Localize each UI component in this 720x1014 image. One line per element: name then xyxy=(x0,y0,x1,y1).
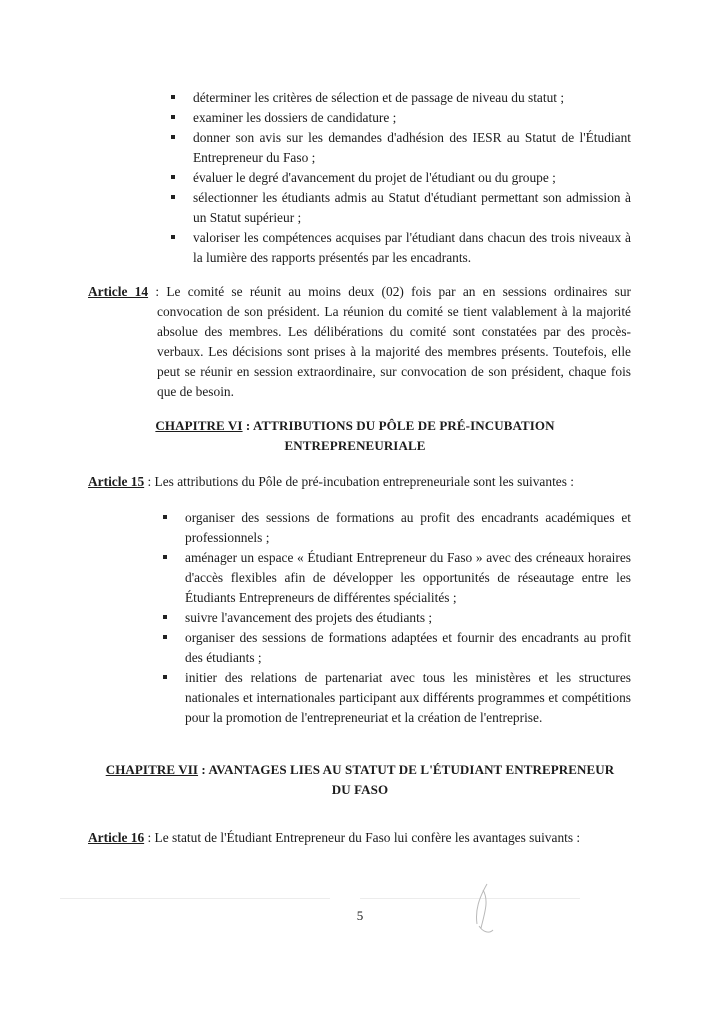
list-item: aménager un espace « Étudiant Entrepreneur du Faso » avec des créneaux horaires d'accès flexibles afin de développer les opportunités de réseautage entre les Étudiants Entrepreneurs de différentes spécialités ; xyxy=(185,548,631,608)
bullet-icon xyxy=(163,635,167,639)
chapter-6-heading xyxy=(120,416,590,456)
list-item: sélectionner les étudiants admis au Statut d'étudiant permettant son admission à un Statut supérieur ; xyxy=(193,188,631,228)
list-item: initier des relations de partenariat avec tous les ministères et les structures nationales et internationales participant aux différents programmes et compétitions pour la promotion de l'entrepreneuriat et la création de l'entreprise. xyxy=(185,668,631,728)
article-16-label: Article 16 xyxy=(88,830,145,845)
list-item: examiner les dossiers de candidature ; xyxy=(193,108,631,128)
bullet-icon xyxy=(171,95,175,99)
article-15 xyxy=(88,472,648,492)
list-item: organiser des sessions de formations adaptées et fournir des encadrants au profit des étudiants ; xyxy=(185,628,631,668)
page-number: 5 xyxy=(356,908,364,923)
list-item: valoriser les compétences acquises par l'étudiant dans chacun des trois niveaux à la lumière des rapports présentés par les encadrants. xyxy=(193,228,631,268)
pre-incubation-duties-list xyxy=(185,508,631,728)
chapter-7-title-line2: DU FASO xyxy=(331,782,389,797)
article-14-label: Article 14 xyxy=(88,284,149,299)
article-16 xyxy=(88,828,648,848)
bullet-icon xyxy=(171,115,175,119)
bullet-icon xyxy=(163,675,167,679)
chapter-7-label: CHAPITRE VII xyxy=(105,762,199,777)
bullet-icon xyxy=(171,175,175,179)
bullet-icon xyxy=(171,135,175,139)
chapter-6-label: CHAPITRE VI xyxy=(155,418,243,433)
article-15-text: : Les attributions du Pôle de pré-incubation entrepreneuriale sont les suivantes : xyxy=(144,474,575,489)
footer-divider xyxy=(60,898,330,899)
selection-criteria-list xyxy=(193,88,631,268)
list-item: donner son avis sur les demandes d'adhésion des IESR au Statut de l'Étudiant Entrepreneur du Faso ; xyxy=(193,128,631,168)
list-item: organiser des sessions de formations au profit des encadrants académiques et professionnels ; xyxy=(185,508,631,548)
article-14-paragraph xyxy=(88,282,631,402)
bullet-icon xyxy=(163,615,167,619)
list-item: déterminer les critères de sélection et de passage de niveau du statut ; xyxy=(193,88,631,108)
article-14 xyxy=(88,282,631,402)
chapter-6-title-line1: : ATTRIBUTIONS DU PÔLE DE PRÉ-INCUBATION xyxy=(242,418,555,433)
chapter-6-title-line2: ENTREPRENEURIALE xyxy=(284,438,426,453)
article-14-text: : Le comité se réunit au moins deux (02) fois par an en sessions ordinaires sur convocation de son président. La réunion du comité se tient valablement à la majorité absolue des membres. Les délibérations du comité sont constatées par des procès-verbaux. Les décisions sont prises à la majorité des membres présents. Toutefois, elle peut se réunir en session extraordinaire, sur convocation de son président, chaque fois que de besoin. xyxy=(148,284,631,399)
list-item: suivre l'avancement des projets des étudiants ; xyxy=(185,608,631,628)
list-item: évaluer le degré d'avancement du projet de l'étudiant ou du groupe ; xyxy=(193,168,631,188)
bullet-icon xyxy=(171,195,175,199)
chapter-7-heading xyxy=(80,760,640,800)
article-15-label: Article 15 xyxy=(88,474,145,489)
chapter-7-title-line1: : AVANTAGES LIES AU STATUT DE L'ÉTUDIANT ENTREPRENEUR xyxy=(198,762,615,777)
bullet-icon xyxy=(163,515,167,519)
bullet-icon xyxy=(171,235,175,239)
article-16-text: : Le statut de l'Étudiant Entrepreneur du Faso lui confère les avantages suivants : xyxy=(144,830,581,845)
bullet-icon xyxy=(163,555,167,559)
